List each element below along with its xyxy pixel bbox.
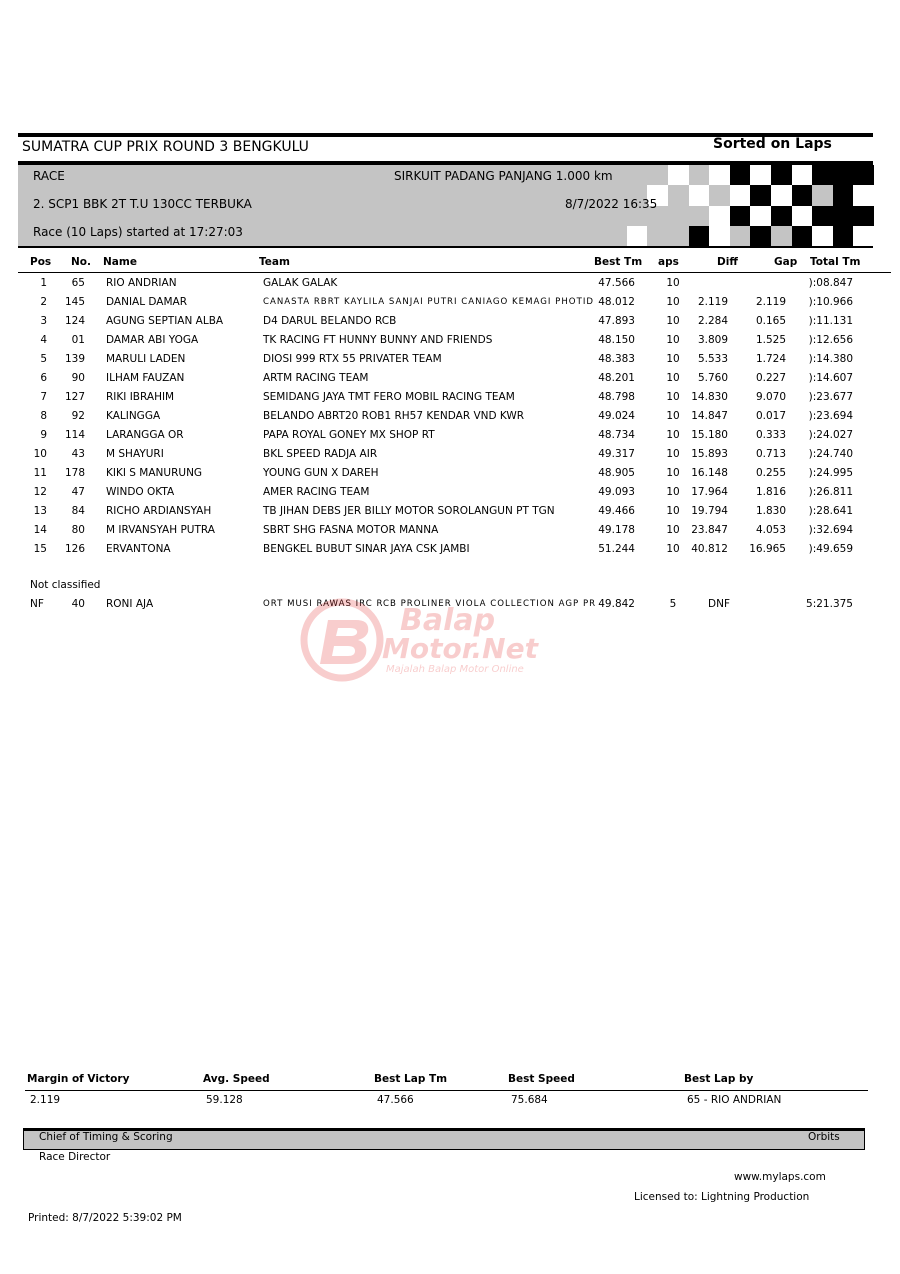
result-laps: 10 xyxy=(666,372,680,384)
flag-square xyxy=(606,226,627,246)
result-name: DAMAR ABI YOGA xyxy=(106,334,199,346)
watermark-text-3: Majalah Balap Motor Online xyxy=(386,664,524,675)
result-total: ):24.027 xyxy=(808,429,853,441)
result-diff: 2.119 xyxy=(697,296,728,308)
result-no: 90 xyxy=(71,372,85,384)
result-no: 127 xyxy=(64,391,85,403)
result-name: RIO ANDRIAN xyxy=(106,277,177,289)
result-best: 47.893 xyxy=(598,315,635,327)
flag-square xyxy=(709,165,730,185)
result-best: 49.024 xyxy=(598,410,635,422)
flag-square xyxy=(750,226,771,246)
flag-square xyxy=(853,165,874,185)
result-total: ):10.966 xyxy=(808,296,853,308)
result-gap: 4.053 xyxy=(755,524,786,536)
table-row xyxy=(0,315,900,334)
result-gap: 1.724 xyxy=(755,353,786,365)
flag-square xyxy=(750,185,771,205)
result-laps: 10 xyxy=(666,277,680,289)
flag-square xyxy=(853,185,874,205)
result-gap: 1.816 xyxy=(755,486,786,498)
column-header-rule xyxy=(18,272,891,273)
col-total: Total Tm xyxy=(810,256,861,268)
result-diff: 15.893 xyxy=(691,448,728,460)
result-name: WINDO OKTA xyxy=(106,486,175,498)
result-pos: 10 xyxy=(33,448,47,460)
result-no: 114 xyxy=(64,429,85,441)
flag-square xyxy=(689,165,710,185)
table-row xyxy=(0,524,900,543)
result-pos: 12 xyxy=(33,486,47,498)
result-pos: 1 xyxy=(40,277,47,289)
flag-square xyxy=(668,185,689,205)
result-diff: 15.180 xyxy=(691,429,728,441)
flag-square xyxy=(771,206,792,226)
col-gap: Gap xyxy=(774,256,798,268)
table-row xyxy=(0,372,900,391)
nc-team: ORT MUSI RAWAS IRC RCB PROLINER VIOLA COLLECTION AGP PR xyxy=(263,599,597,609)
result-no: 92 xyxy=(71,410,85,422)
flag-square xyxy=(771,165,792,185)
result-best: 48.012 xyxy=(598,296,635,308)
result-team: BKL SPEED RADJA AIR xyxy=(263,448,378,460)
result-laps: 10 xyxy=(666,410,680,422)
flag-square xyxy=(627,165,648,185)
result-no: 145 xyxy=(64,296,85,308)
result-best: 48.201 xyxy=(598,372,635,384)
result-gap: 0.255 xyxy=(755,467,786,479)
nc-laps: 5 xyxy=(669,598,677,610)
result-diff: 5.533 xyxy=(697,353,728,365)
result-gap: 1.525 xyxy=(755,334,786,346)
result-diff: 2.284 xyxy=(697,315,728,327)
result-team: TB JIHAN DEBS JER BILLY MOTOR SOROLANGUN PT TGN xyxy=(263,505,555,517)
table-row xyxy=(0,429,900,448)
flag-square xyxy=(730,206,751,226)
result-no: 178 xyxy=(64,467,85,479)
watermark-text-1: Balap xyxy=(400,603,496,638)
col-diff: Diff xyxy=(717,256,738,268)
result-laps: 10 xyxy=(666,429,680,441)
result-best: 51.244 xyxy=(598,543,635,555)
not-classified-label: Not classified xyxy=(30,579,101,591)
watermark-logo xyxy=(300,598,605,682)
race-info: Race (10 Laps) started at 17:27:03 xyxy=(33,225,243,239)
result-best: 49.178 xyxy=(598,524,635,536)
result-laps: 10 xyxy=(666,334,680,346)
table-row xyxy=(0,505,900,524)
result-name: DANIAL DAMAR xyxy=(106,296,188,308)
result-laps: 10 xyxy=(666,543,680,555)
result-team: BENGKEL BUBUT SINAR JAYA CSK JAMBI xyxy=(263,543,470,555)
result-gap: 0.017 xyxy=(755,410,786,422)
watermark-text-2: Motor.Net xyxy=(382,632,538,665)
race-class: 2. SCP1 BBK 2T T.U 130CC TERBUKA xyxy=(33,197,252,211)
result-best: 48.905 xyxy=(598,467,635,479)
result-total: ):23.694 xyxy=(808,410,853,422)
result-no: 01 xyxy=(71,334,85,346)
flag-square xyxy=(812,165,833,185)
col-no: No. xyxy=(71,256,91,268)
watermark-b-icon xyxy=(320,620,368,664)
speed-value: 59.128 xyxy=(206,1094,243,1106)
result-name: ILHAM FAUZAN xyxy=(106,372,185,384)
flag-square xyxy=(792,165,813,185)
flag-square xyxy=(668,226,689,246)
result-pos: 14 xyxy=(33,524,47,536)
result-total: ):24.740 xyxy=(808,448,853,460)
result-pos: 6 xyxy=(40,372,47,384)
bestspeed-value: 75.684 xyxy=(511,1094,548,1106)
result-total: ):24.995 xyxy=(808,467,853,479)
result-total: ):26.811 xyxy=(808,486,853,498)
orbits-label: Orbits xyxy=(808,1131,840,1143)
flag-square xyxy=(627,226,648,246)
result-gap: 0.227 xyxy=(755,372,786,384)
result-no: 84 xyxy=(71,505,85,517)
result-total: ):49.659 xyxy=(808,543,853,555)
flag-square xyxy=(689,226,710,246)
result-pos: 4 xyxy=(40,334,47,346)
result-team: AMER RACING TEAM xyxy=(263,486,370,498)
result-laps: 10 xyxy=(666,524,680,536)
panel-bottom-rule xyxy=(18,246,873,248)
result-gap: 0.333 xyxy=(755,429,786,441)
website-text: www.mylaps.com xyxy=(734,1171,826,1183)
result-no: 43 xyxy=(71,448,85,460)
result-diff: 16.148 xyxy=(691,467,728,479)
result-name: AGUNG SEPTIAN ALBA xyxy=(106,315,224,327)
result-name: MARULI LADEN xyxy=(106,353,186,365)
result-team: TK RACING FT HUNNY BUNNY AND FRIENDS xyxy=(263,334,493,346)
flag-square xyxy=(647,165,668,185)
flag-square xyxy=(812,185,833,205)
speed-label: Avg. Speed xyxy=(203,1073,270,1085)
circuit-name: SIRKUIT PADANG PANJANG 1.000 km xyxy=(394,169,613,183)
result-no: 126 xyxy=(64,543,85,555)
result-laps: 10 xyxy=(666,448,680,460)
result-team: D4 DARUL BELANDO RCB xyxy=(263,315,397,327)
col-laps: aps xyxy=(658,256,679,268)
result-gap: 9.070 xyxy=(755,391,786,403)
result-diff: 3.809 xyxy=(697,334,728,346)
table-row xyxy=(0,410,900,429)
bestlap-label: Best Lap Tm xyxy=(374,1073,448,1085)
table-row xyxy=(0,277,900,296)
result-team: DIOSI 999 RTX 55 PRIVATER TEAM xyxy=(263,353,442,365)
result-team: YOUNG GUN X DAREH xyxy=(263,467,379,479)
result-name: KALINGGA xyxy=(106,410,161,422)
result-best: 48.798 xyxy=(598,391,635,403)
result-name: M IRVANSYAH PUTRA xyxy=(106,524,215,536)
flag-square xyxy=(668,165,689,185)
result-team: SEMIDANG JAYA TMT FERO MOBIL RACING TEAM xyxy=(263,391,515,403)
flag-square xyxy=(709,185,730,205)
result-laps: 10 xyxy=(666,391,680,403)
result-team: PAPA ROYAL GONEY MX SHOP RT xyxy=(263,429,435,441)
result-gap: 2.119 xyxy=(755,296,786,308)
race-date: 8/7/2022 16:35 xyxy=(565,197,658,211)
flag-square xyxy=(668,206,689,226)
summary-rule xyxy=(25,1090,868,1091)
result-total: ):32.694 xyxy=(808,524,853,536)
result-name: RICHO ARDIANSYAH xyxy=(106,505,212,517)
bestlap-value: 47.566 xyxy=(377,1094,414,1106)
nc-name: RONI AJA xyxy=(106,598,154,610)
flag-square xyxy=(647,226,668,246)
result-no: 139 xyxy=(64,353,85,365)
result-name: LARANGGA OR xyxy=(106,429,184,441)
result-laps: 10 xyxy=(666,505,680,517)
bestspeed-label: Best Speed xyxy=(508,1073,575,1085)
result-total: ):12.656 xyxy=(808,334,853,346)
result-best: 48.734 xyxy=(598,429,635,441)
flag-square xyxy=(812,206,833,226)
event-title: SUMATRA CUP PRIX ROUND 3 BENGKULU xyxy=(22,139,309,155)
result-pos: 2 xyxy=(40,296,47,308)
flag-square xyxy=(833,206,854,226)
result-no: 80 xyxy=(71,524,85,536)
flag-square xyxy=(853,206,874,226)
result-name: RIKI IBRAHIM xyxy=(106,391,175,403)
result-total: ):08.847 xyxy=(808,277,853,289)
result-laps: 10 xyxy=(666,467,680,479)
table-row xyxy=(0,467,900,486)
flag-square xyxy=(730,226,751,246)
result-team: ARTM RACING TEAM xyxy=(263,372,369,384)
flag-square xyxy=(709,206,730,226)
printed-text: Printed: 8/7/2022 5:39:02 PM xyxy=(28,1212,182,1224)
result-pos: 8 xyxy=(40,410,47,422)
flag-square xyxy=(833,226,854,246)
result-best: 47.566 xyxy=(598,277,635,289)
result-laps: 10 xyxy=(666,296,680,308)
result-pos: 11 xyxy=(33,467,47,479)
flag-square xyxy=(771,185,792,205)
result-best: 48.150 xyxy=(598,334,635,346)
flag-square xyxy=(689,185,710,205)
result-team: GALAK GALAK xyxy=(263,277,338,289)
result-gap: 0.165 xyxy=(755,315,786,327)
flag-square xyxy=(792,226,813,246)
flag-square xyxy=(730,185,751,205)
result-pos: 7 xyxy=(40,391,47,403)
flag-square xyxy=(586,226,607,246)
table-row xyxy=(0,334,900,353)
flag-square xyxy=(833,185,854,205)
result-total: ):23.677 xyxy=(808,391,853,403)
flag-square xyxy=(565,226,586,246)
result-laps: 10 xyxy=(666,353,680,365)
margin-value: 2.119 xyxy=(30,1094,61,1106)
col-best: Best Tm xyxy=(594,256,643,268)
result-no: 124 xyxy=(64,315,85,327)
result-pos: 9 xyxy=(40,429,47,441)
result-pos: 13 xyxy=(33,505,47,517)
result-team: BELANDO ABRT20 ROB1 RH57 KENDAR VND KWR xyxy=(263,410,525,422)
flag-square xyxy=(689,206,710,226)
result-no: 65 xyxy=(71,277,85,289)
col-name: Name xyxy=(103,256,137,268)
flag-square xyxy=(833,165,854,185)
flag-square xyxy=(771,226,792,246)
result-best: 48.383 xyxy=(598,353,635,365)
result-total: ):11.131 xyxy=(808,315,853,327)
flag-square xyxy=(853,226,874,246)
result-laps: 10 xyxy=(666,315,680,327)
result-no: 47 xyxy=(71,486,85,498)
result-diff: 40.812 xyxy=(691,543,728,555)
session-type: RACE xyxy=(33,169,65,183)
nc-best: 49.842 xyxy=(598,598,635,610)
chief-label: Chief of Timing & Scoring xyxy=(39,1131,173,1143)
table-row xyxy=(0,296,900,315)
result-name: ERVANTONA xyxy=(106,543,171,555)
flag-square xyxy=(730,165,751,185)
flag-square xyxy=(812,226,833,246)
sort-label: Sorted on Laps xyxy=(713,136,832,152)
result-gap: 16.965 xyxy=(749,543,786,555)
result-name: M SHAYURI xyxy=(106,448,164,460)
result-best: 49.466 xyxy=(598,505,635,517)
result-name: KIKI S MANURUNG xyxy=(106,467,203,479)
flag-square xyxy=(750,165,771,185)
nc-pos: NF xyxy=(30,598,44,610)
nc-no: 40 xyxy=(71,598,85,610)
margin-label: Margin of Victory xyxy=(27,1073,130,1085)
flag-square xyxy=(709,226,730,246)
result-gap: 0.713 xyxy=(755,448,786,460)
result-diff: 14.847 xyxy=(691,410,728,422)
result-diff: 19.794 xyxy=(691,505,728,517)
result-total: ):28.641 xyxy=(808,505,853,517)
table-row xyxy=(0,353,900,372)
col-pos: Pos xyxy=(30,256,52,268)
table-row xyxy=(0,543,900,562)
result-best: 49.093 xyxy=(598,486,635,498)
result-best: 49.317 xyxy=(598,448,635,460)
table-row xyxy=(0,448,900,467)
nc-total: 5:21.375 xyxy=(806,598,853,610)
result-diff: 5.760 xyxy=(697,372,728,384)
flag-square xyxy=(792,206,813,226)
result-pos: 15 xyxy=(33,543,47,555)
result-total: ):14.607 xyxy=(808,372,853,384)
flag-square xyxy=(750,206,771,226)
result-diff: 14.830 xyxy=(691,391,728,403)
result-pos: 3 xyxy=(40,315,47,327)
licensed-text: Licensed to: Lightning Production xyxy=(634,1191,810,1203)
result-gap: 1.830 xyxy=(755,505,786,517)
nc-diff: DNF xyxy=(708,598,730,610)
result-total: ):14.380 xyxy=(808,353,853,365)
director-label: Race Director xyxy=(39,1151,111,1163)
result-pos: 5 xyxy=(40,353,47,365)
result-team: SBRT SHG FASNA MOTOR MANNA xyxy=(263,524,439,536)
col-team: Team xyxy=(259,256,290,268)
table-row xyxy=(0,391,900,410)
result-laps: 10 xyxy=(666,486,680,498)
result-diff: 23.847 xyxy=(691,524,728,536)
bestby-value: 65 - RIO ANDRIAN xyxy=(687,1094,782,1106)
table-row xyxy=(0,486,900,505)
flag-square xyxy=(792,185,813,205)
result-diff: 17.964 xyxy=(691,486,728,498)
result-team: CANASTA RBRT KAYLILA SANJAI PUTRI CANIAGO KEMAGI PHOTID xyxy=(263,297,594,307)
bestby-label: Best Lap by xyxy=(684,1073,754,1085)
